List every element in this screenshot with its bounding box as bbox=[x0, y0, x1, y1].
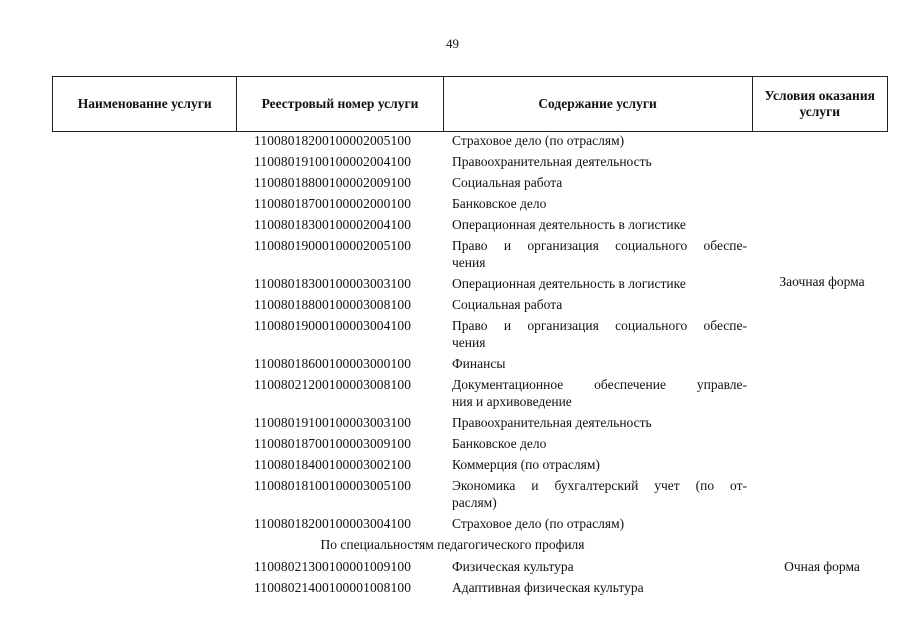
registry-number: 11008018800100003008100 bbox=[254, 297, 412, 312]
service-content bbox=[452, 355, 747, 372]
content-line: чения bbox=[452, 255, 486, 270]
service-content bbox=[452, 317, 747, 351]
service-content bbox=[452, 216, 747, 233]
registry-number: 11008018300100003003100 bbox=[254, 276, 412, 291]
content-line: Банковское дело bbox=[452, 436, 547, 451]
service-content bbox=[452, 477, 747, 511]
service-content bbox=[452, 132, 747, 149]
page-number: 49 bbox=[446, 36, 459, 51]
content-line: чения bbox=[452, 335, 486, 350]
registry-number: 11008018800100002009100 bbox=[254, 175, 412, 190]
content-line: Социальная работа bbox=[452, 297, 563, 312]
header-registry-number: Реестровый номер услуги bbox=[236, 77, 442, 131]
content-line: раслям) bbox=[452, 495, 497, 510]
service-content bbox=[452, 515, 747, 532]
registry-number: 11008021300100001009100 bbox=[254, 559, 412, 574]
content-line: Экономика и бухгалтерский учет (по от- bbox=[452, 478, 747, 493]
content-line: Коммерция (по отраслям) bbox=[452, 457, 600, 472]
registry-number: 11008018200100003004100 bbox=[254, 516, 412, 531]
content-line: Социальная работа bbox=[452, 175, 563, 190]
table-header bbox=[52, 76, 888, 132]
header-conditions: Условия оказания услуги bbox=[752, 77, 889, 131]
content-line: Страховое дело (по отраслям) bbox=[452, 516, 625, 531]
registry-number: 11008018200100002005100 bbox=[254, 133, 412, 148]
content-line: Документационное обеспечение управле- bbox=[452, 377, 747, 392]
content-line: Операционная деятельность в логистике bbox=[452, 276, 686, 291]
registry-number: 11008021200100003008100 bbox=[254, 377, 412, 392]
section-title: По специальностям педагогического профиля bbox=[320, 537, 585, 552]
registry-number: 11008018400100003002100 bbox=[254, 457, 412, 472]
registry-number: 11008018700100002000100 bbox=[254, 196, 412, 211]
registry-number: 11008021400100001008100 bbox=[254, 580, 412, 595]
content-line: Финансы bbox=[452, 356, 506, 371]
content-line: Право и организация социального обеспе- bbox=[452, 318, 747, 333]
registry-number: 11008019000100003004100 bbox=[254, 318, 412, 333]
header-service-content: Содержание услуги bbox=[443, 77, 752, 131]
condition-distance: Заочная форма bbox=[779, 274, 865, 289]
content-line: Адаптивная физическая культура bbox=[452, 580, 644, 595]
content-line: Банковское дело bbox=[452, 196, 547, 211]
registry-number: 11008018600100003000100 bbox=[254, 356, 412, 371]
registry-number: 11008019100100003003100 bbox=[254, 415, 412, 430]
content-line: ния и архивоведение bbox=[452, 394, 572, 409]
service-content bbox=[452, 174, 747, 191]
service-content bbox=[452, 558, 747, 575]
registry-number: 11008018300100002004100 bbox=[254, 217, 412, 232]
registry-number: 11008019100100002004100 bbox=[254, 154, 412, 169]
service-content bbox=[452, 275, 747, 292]
condition-fulltime: Очная форма bbox=[784, 559, 860, 574]
service-content bbox=[452, 237, 747, 271]
content-line: Право и организация социального обеспе- bbox=[452, 238, 747, 253]
content-line: Операционная деятельность в логистике bbox=[452, 217, 686, 232]
service-content bbox=[452, 153, 747, 170]
content-line: Правоохранительная деятельность bbox=[452, 154, 652, 169]
header-service-name: Наименование услуги bbox=[52, 77, 236, 131]
service-content bbox=[452, 456, 747, 473]
service-content bbox=[452, 579, 747, 596]
registry-number: 11008019000100002005100 bbox=[254, 238, 412, 253]
service-content bbox=[452, 296, 747, 313]
service-content bbox=[452, 195, 747, 212]
service-content bbox=[452, 414, 747, 431]
registry-number: 11008018100100003005100 bbox=[254, 478, 412, 493]
service-content bbox=[452, 435, 747, 452]
content-line: Страховое дело (по отраслям) bbox=[452, 133, 625, 148]
content-line: Правоохранительная деятельность bbox=[452, 415, 652, 430]
service-content bbox=[452, 376, 747, 410]
registry-number: 11008018700100003009100 bbox=[254, 436, 412, 451]
content-line: Физическая культура bbox=[452, 559, 574, 574]
